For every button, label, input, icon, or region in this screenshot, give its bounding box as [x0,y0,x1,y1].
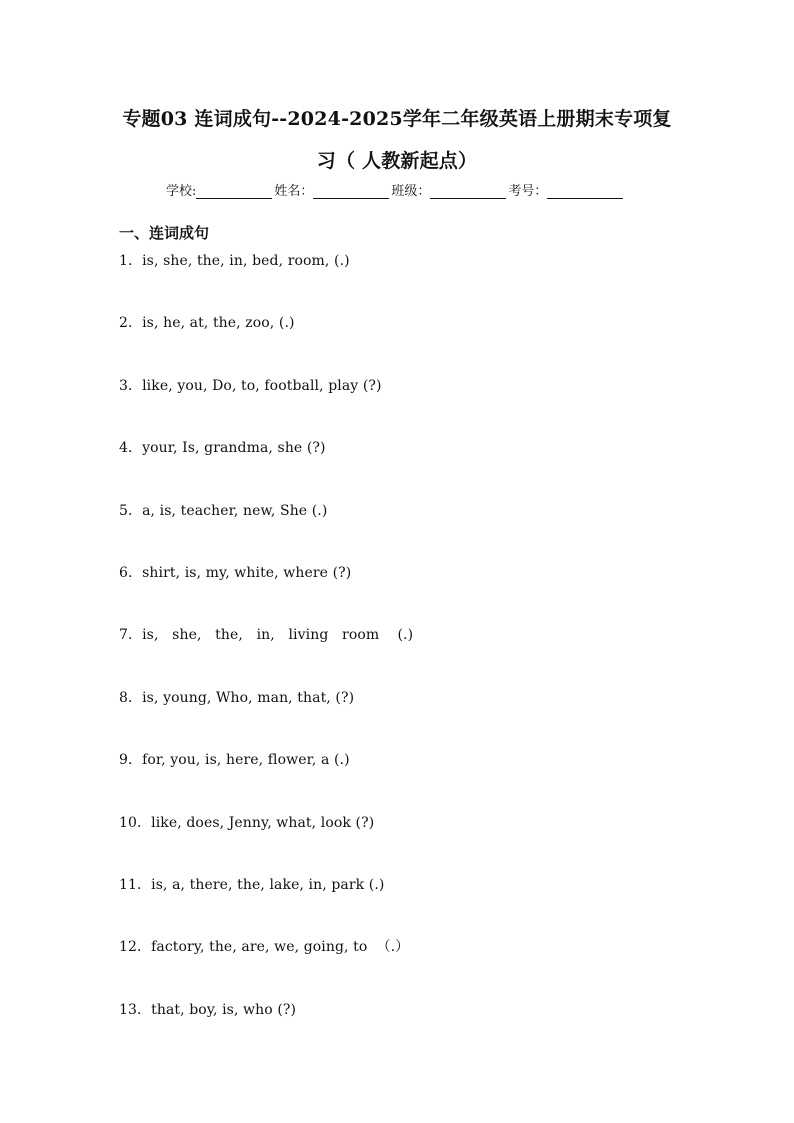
question-number: 7． [119,627,143,644]
question-text: like, does, Jenny, what, look (?) [151,814,375,831]
question-item [119,437,326,457]
question-number: 13． [119,1001,152,1018]
question-item [119,624,413,644]
exam-number-blank[interactable] [547,186,623,199]
school-blank[interactable] [196,186,272,199]
question-number: 2． [119,315,143,332]
question-text: is, she, the, in, living room (.) [142,627,414,644]
question-item [119,312,295,332]
question-item [119,250,350,270]
question-number: 12． [119,939,152,956]
question-number: 3． [119,377,143,394]
question-item [119,812,374,832]
question-text: like, you, Do, to, football, play (?) [142,377,382,394]
name-label: 姓名： [274,184,314,199]
title-line-1: 专题03 连词成句--2024-2025学年二年级英语上册期末专项复 [122,108,672,130]
question-item [119,749,350,769]
class-label: 班级： [391,184,431,199]
title-line-2: 习（ 人教新起点） [316,150,478,172]
question-item [119,687,354,707]
question-number: 9． [119,752,143,769]
question-number: 5． [119,502,143,519]
question-text: shirt, is, my, white, where (?) [142,565,352,581]
exam-number-label: 考号： [508,184,548,199]
question-number: 11． [119,877,152,893]
question-text: a, is, teacher, new, She (.) [142,502,328,519]
question-text: that, boy, is, who (?) [151,1001,297,1018]
question-number: 6． [119,565,143,581]
question-item [119,874,384,894]
question-text: is, he, at, the, zoo, (.) [142,315,295,332]
question-text: for, you, is, here, flower, a (.) [142,752,350,769]
question-text: your, Is, grandma, she (?) [142,440,326,457]
question-text: is, she, the, in, bed, room, (.) [142,253,350,269]
class-blank[interactable] [430,186,506,199]
question-item [119,500,327,520]
question-number: 10． [119,814,152,831]
question-item [119,999,296,1019]
question-number: 8． [119,689,143,706]
name-blank[interactable] [313,186,389,199]
student-info-row [166,180,625,199]
school-label: 学校: [166,184,197,199]
question-number: 1． [119,253,143,269]
question-item [119,375,382,395]
question-text: is, young, Who, man, that, (?) [142,689,355,706]
section-heading: 一、连词成句 [119,224,210,242]
question-item [119,936,409,956]
question-text: is, a, there, the, lake, in, park (.) [151,877,385,893]
question-number: 4． [119,440,143,457]
question-text: factory, the, are, we, going, to （.） [151,939,410,956]
question-item [119,562,351,582]
